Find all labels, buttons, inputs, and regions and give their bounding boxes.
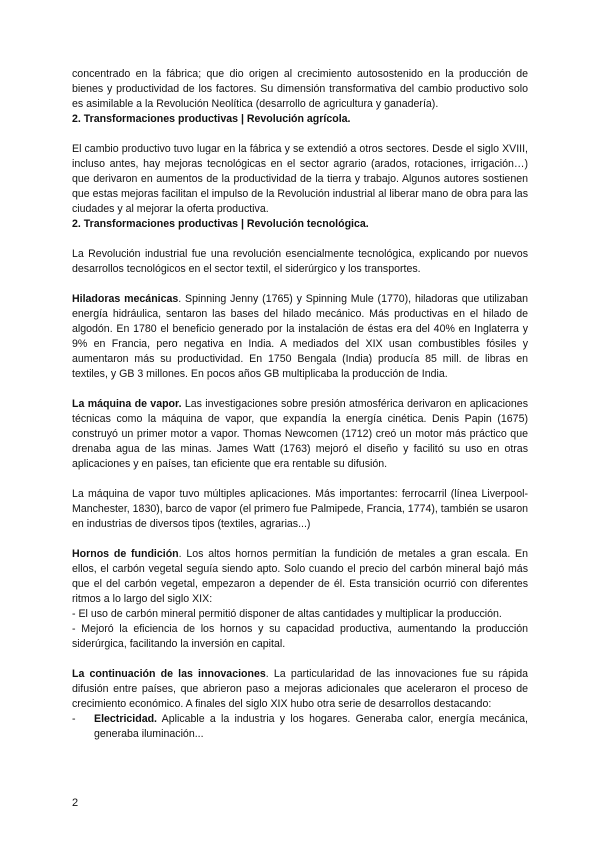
hiladoras-text: . Spinning Jenny (1765) y Spinning Mule (1770), hiladoras que utilizaban energía hidráulica, sentaron las bases del hilado mecánico. Más productivas en el hilado de algodón. En 1780 el beneficio generado por la instalación de éstas era del 40% en Inglaterra y 9% en Francia, pero negativa en India. A mediados del XIX usan combustibles fósiles y aumentaron más su productividad. En 1750 Bengala (India) producía 85 mill. de libras en textiles, y GB 3 millones. En pocos años GB multiplicaba la producción de India. [72,293,528,380]
hiladoras-paragraph [72,292,528,382]
innovations-list [72,712,528,742]
hornos-text: . Los altos hornos permitían la fundición de metales a gran escala. En ellos, el carbón vegetal seguía siendo apto. Solo cuando el precio del carbón mineral bajó más que el del carbón vegetal, empezaron a depender de él. Esta transición ocurrió con diferentes ritmos a lo largo del siglo XIX: [72,548,528,605]
vapor-paragraph [72,397,528,472]
vapor-lead: La máquina de vapor. [72,398,182,410]
hornos-lead: Hornos de fundición [72,548,179,560]
vapor-text: Las investigaciones sobre presión atmosférica derivaron en aplicaciones técnicas como la máquina de vapor, que expandía la energía cinética. Denis Papin (1675) construyó un primer motor a vapor. Thomas Newcomen (1712) creó un motor más práctico que drenaba agua de las minas. James Watt (1763) mejoró el diseño y facilitó su uso en otras aplicaciones y en países, tan eficiente que era rentable su difusión. [72,398,528,470]
hornos-block [72,547,528,652]
list-dash: - [72,713,76,725]
hornos-line-2: - Mejoró la eficiencia de los hornos y su capacidad productiva, aumentando la producción siderúrgica, facilitando la inversión en capital. [72,623,528,650]
hornos-paragraph [72,547,528,607]
section-heading-tecnologica: 2. Transformaciones productivas | Revolución tecnológica. [72,218,369,230]
electricidad-lead: Electricidad. [94,713,157,725]
page-number: 2 [72,797,79,809]
section-heading-agricola: 2. Transformaciones productivas | Revolución agrícola. [72,113,351,125]
electricidad-text: Aplicable a la industria y los hogares. Generaba calor, energía mecánica, generaba iluminación... [94,713,528,740]
agricola-paragraph: El cambio productivo tuvo lugar en la fábrica y se extendió a otros sectores. Desde el siglo XVIII, incluso antes, hay mejoras tecnológicas en el sector agrario (arados, rotaciones, irrigación…) que derivaron en aumentos de la productividad de la tierra y trabajo. Algunos autores sostienen que estas mejoras facilitan el impulso de la Revolución industrial al liberar mano de obra para las ciudades y al mejorar la oferta productiva. [72,143,528,215]
continuacion-text: . La particularidad de las innovaciones fue su rápida difusión entre países, que abrieron paso a mejoras adicionales que aceleraron el proceso de crecimiento económico. A finales del siglo XIX hubo otra serie de desarrollos destacando: [72,668,529,710]
continuacion-lead: La continuación de las innovaciones [72,668,266,680]
hornos-line-1: - El uso de carbón mineral permitió disponer de altas cantidades y multiplicar la producción. [72,608,502,620]
intro-paragraph: concentrado en la fábrica; que dio origen al crecimiento autosostenido en la producción de bienes y productividad de los factores. Su dimensión transformativa del cambio productivo solo es asimilable a la Revolución Neolítica (desarrollo de agricultura y ganadería). [72,68,528,110]
list-item-electricidad [72,712,528,742]
vapor-aplicaciones-paragraph: La máquina de vapor tuvo múltiples aplicaciones. Más importantes: ferrocarril (línea Liverpool-Manchester, 1830), barco de vapor (el primero fue Palmipede, Francia, 1774), también se usaron en industrias de diversos tipos (textiles, agrarias...) [72,488,528,530]
hiladoras-lead: Hiladoras mecánicas [72,293,179,305]
continuacion-paragraph [72,667,528,712]
tecnologica-intro-paragraph: La Revolución industrial fue una revolución esencialmente tecnológica, explicando por nuevos desarrollos tecnológicos en el sector textil, el siderúrgico y los transportes. [72,248,528,275]
